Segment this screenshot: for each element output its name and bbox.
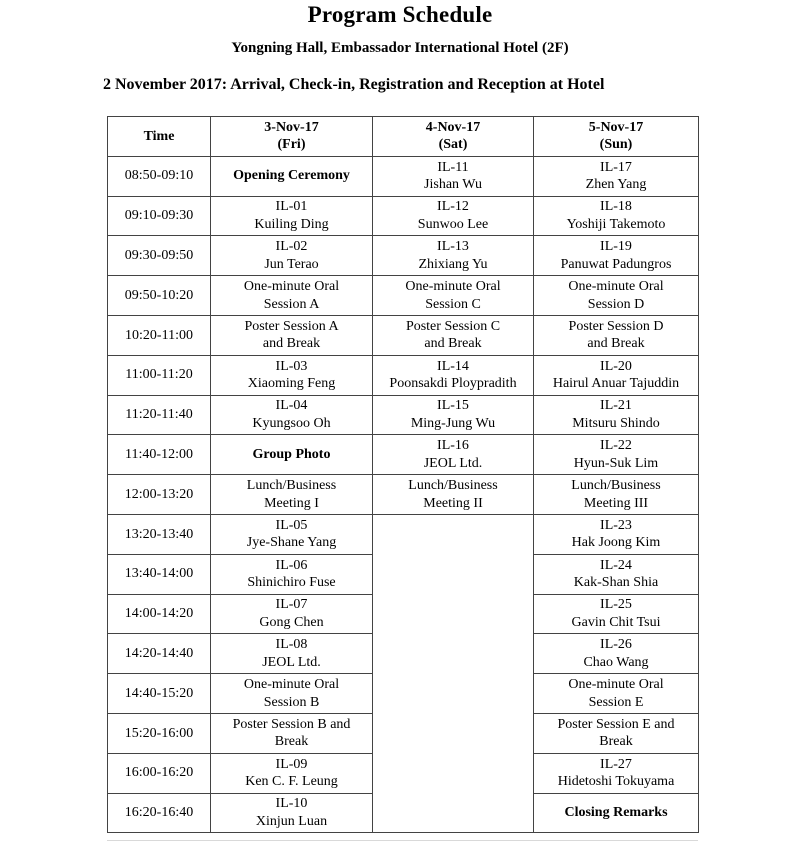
session-cell-fri: Lunch/Business Meeting I bbox=[211, 475, 373, 515]
schedule-row bbox=[108, 315, 699, 355]
session-cell-sun: Closing Remarks bbox=[534, 793, 699, 833]
schedule-row bbox=[108, 355, 699, 395]
session-cell-fri: One-minute Oral Session A bbox=[211, 276, 373, 316]
schedule-row bbox=[108, 395, 699, 435]
time-cell: 14:00-14:20 bbox=[108, 594, 211, 634]
schedule-row bbox=[108, 156, 699, 196]
session-cell-sun: IL-17 Zhen Yang bbox=[534, 156, 699, 196]
session-cell-sun: IL-22 Hyun-Suk Lim bbox=[534, 435, 699, 475]
schedule-row bbox=[108, 276, 699, 316]
session-cell-fri: IL-03 Xiaoming Feng bbox=[211, 355, 373, 395]
session-cell-fri: IL-06 Shinichiro Fuse bbox=[211, 554, 373, 594]
session-cell-fri: IL-10 Xinjun Luan bbox=[211, 793, 373, 833]
session-cell-fri: IL-08 JEOL Ltd. bbox=[211, 634, 373, 674]
schedule-row bbox=[108, 475, 699, 515]
session-cell-fri: IL-05 Jye-Shane Yang bbox=[211, 514, 373, 554]
session-cell-fri: Poster Session A and Break bbox=[211, 315, 373, 355]
session-cell-sun: IL-20 Hairul Anuar Tajuddin bbox=[534, 355, 699, 395]
time-cell: 15:20-16:00 bbox=[108, 713, 211, 753]
session-cell-fri: IL-07 Gong Chen bbox=[211, 594, 373, 634]
session-cell-fri: IL-02 Jun Terao bbox=[211, 236, 373, 276]
time-cell: 10:20-11:00 bbox=[108, 315, 211, 355]
schedule-row bbox=[108, 435, 699, 475]
time-cell: 14:40-15:20 bbox=[108, 674, 211, 714]
session-cell-fri: One-minute Oral Session B bbox=[211, 674, 373, 714]
session-cell-sat: IL-12 Sunwoo Lee bbox=[373, 196, 534, 236]
session-cell-sun: IL-21 Mitsuru Shindo bbox=[534, 395, 699, 435]
session-cell-sun: IL-23 Hak Joong Kim bbox=[534, 514, 699, 554]
session-cell-sun: One-minute Oral Session E bbox=[534, 674, 699, 714]
column-header-sun: 5-Nov-17 (Sun) bbox=[534, 117, 699, 157]
time-cell: 09:50-10:20 bbox=[108, 276, 211, 316]
session-cell-sat: IL-11 Jishan Wu bbox=[373, 156, 534, 196]
time-cell: 13:20-13:40 bbox=[108, 514, 211, 554]
session-cell-sat: Poster Session C and Break bbox=[373, 315, 534, 355]
session-cell-sun: IL-19 Panuwat Padungros bbox=[534, 236, 699, 276]
session-cell-fri: Group Photo bbox=[211, 435, 373, 475]
session-cell-sat: IL-16 JEOL Ltd. bbox=[373, 435, 534, 475]
time-cell: 08:50-09:10 bbox=[108, 156, 211, 196]
column-header-sat: 4-Nov-17 (Sat) bbox=[373, 117, 534, 157]
session-cell-sun: IL-26 Chao Wang bbox=[534, 634, 699, 674]
time-cell: 13:40-14:00 bbox=[108, 554, 211, 594]
session-cell-sat: Lunch/Business Meeting II bbox=[373, 475, 534, 515]
pre-schedule-note: 2 November 2017: Arrival, Check-in, Registration and Reception at Hotel bbox=[103, 76, 605, 93]
page-bottom-rule bbox=[107, 840, 698, 841]
session-cell-fri: IL-09 Ken C. F. Leung bbox=[211, 753, 373, 793]
session-cell-fri: IL-04 Kyungsoo Oh bbox=[211, 395, 373, 435]
time-cell: 14:20-14:40 bbox=[108, 634, 211, 674]
session-cell-sun: Poster Session E and Break bbox=[534, 713, 699, 753]
session-cell-sun: IL-27 Hidetoshi Tokuyama bbox=[534, 753, 699, 793]
time-cell: 16:20-16:40 bbox=[108, 793, 211, 833]
empty-merged-cell-sat bbox=[373, 514, 534, 832]
session-cell-sun: Poster Session D and Break bbox=[534, 315, 699, 355]
session-cell-sun: IL-18 Yoshiji Takemoto bbox=[534, 196, 699, 236]
time-cell: 11:20-11:40 bbox=[108, 395, 211, 435]
time-cell: 16:00-16:20 bbox=[108, 753, 211, 793]
venue-subtitle: Yongning Hall, Embassador International Hotel (2F) bbox=[231, 40, 569, 56]
session-cell-sun: One-minute Oral Session D bbox=[534, 276, 699, 316]
schedule-table bbox=[107, 116, 699, 833]
session-cell-sun: Lunch/Business Meeting III bbox=[534, 475, 699, 515]
column-header-time: Time bbox=[108, 117, 211, 157]
session-cell-sat: One-minute Oral Session C bbox=[373, 276, 534, 316]
session-cell-sun: IL-25 Gavin Chit Tsui bbox=[534, 594, 699, 634]
time-cell: 09:10-09:30 bbox=[108, 196, 211, 236]
session-cell-sun: IL-24 Kak-Shan Shia bbox=[534, 554, 699, 594]
schedule-row bbox=[108, 196, 699, 236]
schedule-row bbox=[108, 236, 699, 276]
session-cell-fri: Poster Session B and Break bbox=[211, 713, 373, 753]
time-cell: 09:30-09:50 bbox=[108, 236, 211, 276]
page-title: Program Schedule bbox=[307, 2, 493, 27]
session-cell-sat: IL-14 Poonsakdi Ploypradith bbox=[373, 355, 534, 395]
session-cell-sat: IL-15 Ming-Jung Wu bbox=[373, 395, 534, 435]
session-cell-fri: IL-01 Kuiling Ding bbox=[211, 196, 373, 236]
time-cell: 11:00-11:20 bbox=[108, 355, 211, 395]
time-cell: 12:00-13:20 bbox=[108, 475, 211, 515]
schedule-row bbox=[108, 514, 699, 554]
header-row bbox=[108, 117, 699, 157]
column-header-fri: 3-Nov-17 (Fri) bbox=[211, 117, 373, 157]
session-cell-fri: Opening Ceremony bbox=[211, 156, 373, 196]
time-cell: 11:40-12:00 bbox=[108, 435, 211, 475]
session-cell-sat: IL-13 Zhixiang Yu bbox=[373, 236, 534, 276]
